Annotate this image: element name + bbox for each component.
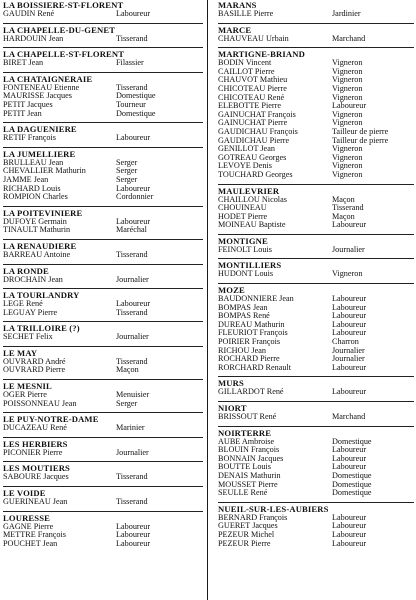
- person-name: BRISSOUT René: [218, 413, 277, 421]
- occupation: Journalier: [116, 275, 149, 284]
- occupation: Tailleur de pierre: [332, 136, 389, 145]
- occupation: Journalier: [116, 333, 149, 342]
- place-heading: LA POITEVINIERE: [3, 207, 83, 218]
- occupation: Laboureur: [332, 312, 367, 321]
- person-row: [3, 473, 203, 482]
- person-row: [3, 35, 203, 44]
- person-name: GAINUCHAT François: [218, 110, 296, 119]
- person-name: GAUDICHAU Pierre: [218, 136, 290, 145]
- person-row: [218, 204, 414, 213]
- occupation: Marchand: [332, 413, 366, 421]
- person-name: MOUSSET Pierre: [218, 480, 278, 489]
- occupation: Domestique: [116, 92, 156, 101]
- person-name: HUDONT Louis: [218, 270, 274, 279]
- place-heading: LE VOIDE: [3, 488, 46, 499]
- occupation: Vigneron: [332, 153, 363, 162]
- occupation: Filassier: [116, 59, 144, 68]
- occupation: Laboureur: [332, 329, 367, 338]
- place-section: [218, 426, 414, 498]
- person-name: GUERET Jacques: [218, 522, 278, 531]
- person-name: DUCAZEAU René: [3, 424, 67, 433]
- place-heading: LE MESNIL: [3, 381, 52, 392]
- occupation: Vigneron: [332, 93, 363, 102]
- person-row: [218, 522, 414, 531]
- occupation: Domestique: [332, 437, 372, 446]
- person-name: CAILLOT Pierre: [218, 67, 275, 76]
- person-name: POISSONNEAU Jean: [3, 399, 77, 408]
- occupation: Marinier: [116, 424, 145, 433]
- person-name: JAMME Jean: [3, 175, 49, 184]
- person-row: [3, 134, 203, 143]
- occupation: Maçon: [116, 366, 139, 375]
- occupation: Domestique: [332, 471, 372, 480]
- occupation: Laboureur: [116, 300, 151, 309]
- person-name: CHOUINEAU: [218, 204, 267, 213]
- person-name: DUFOYE Germain: [3, 217, 67, 226]
- person-name: CHEVALLIER Mathurin: [3, 167, 86, 176]
- place-heading: LA RONDE: [3, 265, 49, 276]
- place-heading: LA CHAPELLE-DU-GENET: [3, 24, 116, 35]
- place-section: [218, 234, 414, 255]
- person-row: [3, 309, 203, 318]
- place-section: [3, 412, 203, 433]
- place-section: [3, 511, 203, 549]
- person-name: RICHOU Jean: [218, 346, 266, 355]
- person-name: BAUDONNIERE Jean: [218, 295, 294, 304]
- occupation: Laboureur: [332, 303, 367, 312]
- person-name: GOTREAU Georges: [218, 153, 287, 162]
- person-row: [218, 463, 414, 472]
- person-row: [3, 391, 203, 400]
- person-row: [3, 185, 203, 194]
- occupation: Domestique: [116, 109, 156, 118]
- person-row: [3, 218, 203, 227]
- place-section: [218, 401, 414, 422]
- person-row: [218, 213, 414, 222]
- occupation: Laboureur: [332, 513, 367, 522]
- person-name: BERNARD François: [218, 513, 288, 522]
- occupation: Vigneron: [332, 67, 363, 76]
- person-name: SABOURE Jacques: [3, 473, 69, 482]
- person-row: [218, 111, 414, 120]
- occupation: Laboureur: [332, 454, 367, 463]
- person-name: BRULLEAU Jean: [3, 158, 64, 167]
- place-section: [218, 184, 414, 230]
- person-name: FEINOLT Louis: [218, 245, 272, 254]
- person-name: SEULLE René: [218, 489, 268, 498]
- person-name: METTRE François: [3, 531, 66, 540]
- right-column: [218, 0, 414, 552]
- place-section: [218, 283, 414, 372]
- place-heading: NIORT: [218, 403, 247, 413]
- place-heading: LA RENAUDIERE: [3, 240, 77, 251]
- person-row: [218, 35, 414, 44]
- person-row: [218, 329, 414, 338]
- person-row: [3, 10, 203, 19]
- person-name: PETIT Jean: [3, 109, 42, 118]
- person-name: GAUDIN René: [3, 10, 55, 18]
- person-row: [3, 424, 203, 433]
- person-row: [218, 446, 414, 455]
- place-heading: MARANS: [218, 0, 257, 10]
- person-row: [218, 119, 414, 128]
- person-row: [218, 388, 414, 397]
- person-row: [218, 338, 414, 347]
- place-section: [3, 346, 203, 375]
- person-name: BOMPAS René: [218, 312, 270, 321]
- place-heading: LE PUY-NOTRE-DAME: [3, 414, 99, 425]
- place-section: [3, 321, 203, 342]
- person-name: CHICOTEAU Pierre: [218, 84, 287, 93]
- person-row: [3, 276, 203, 285]
- occupation: Vigneron: [332, 270, 363, 279]
- occupation: Journalier: [332, 346, 365, 355]
- place-section: [3, 264, 203, 285]
- place-heading: LA CHAPELLE-ST-FLORENT: [3, 49, 125, 60]
- place-section: [3, 288, 203, 317]
- person-row: [3, 101, 203, 110]
- occupation: Tisserand: [116, 473, 148, 482]
- person-name: DROCHAIN Jean: [3, 275, 63, 284]
- person-row: [218, 196, 414, 205]
- person-name: MAURISSE Jacques: [3, 92, 72, 101]
- place-heading: MARTIGNE-BRIAND: [218, 49, 305, 60]
- person-row: [218, 347, 414, 356]
- occupation: Journalier: [332, 245, 365, 254]
- place-section: [218, 47, 414, 179]
- place-heading: LA CHATAIGNERAIE: [3, 73, 93, 84]
- person-name: AUBE Ambroise: [218, 437, 275, 446]
- occupation: Vigneron: [332, 110, 363, 119]
- person-name: SECHET Felix: [3, 333, 53, 342]
- occupation: Laboureur: [116, 134, 151, 143]
- place-section: [3, 47, 203, 68]
- place-section: [3, 72, 203, 118]
- place-section: [3, 379, 203, 408]
- occupation: Maréchal: [116, 226, 147, 235]
- person-name: LEGE René: [3, 300, 43, 309]
- place-heading: MONTIGNE: [218, 235, 268, 246]
- person-row: [218, 76, 414, 85]
- person-name: POUCHET Jean: [3, 539, 58, 548]
- person-name: RETIF François: [3, 134, 56, 143]
- occupation: Tailleur de pierre: [332, 127, 389, 136]
- person-row: [218, 481, 414, 490]
- occupation: Vigneron: [332, 84, 363, 93]
- person-name: CHICOTEAU René: [218, 93, 285, 102]
- person-row: [218, 295, 414, 304]
- occupation: Vigneron: [332, 119, 363, 128]
- person-name: PICONIER Pierre: [3, 448, 63, 457]
- person-row: [218, 68, 414, 77]
- occupation: Tourneur: [116, 100, 146, 109]
- person-name: PETIT Jacques: [3, 100, 53, 109]
- occupation: Serger: [116, 167, 138, 176]
- occupation: Tisserand: [332, 204, 364, 213]
- occupation: Laboureur: [332, 463, 367, 472]
- person-row: [3, 226, 203, 235]
- place-heading: LA TOURLANDRY: [3, 290, 80, 301]
- place-section: [3, 437, 203, 458]
- occupation: Laboureur: [332, 363, 367, 372]
- place-section: [218, 23, 414, 44]
- place-heading: LA JUMELLIERE: [3, 148, 76, 159]
- occupation: Laboureur: [116, 539, 151, 548]
- person-name: TINAULT Mathurin: [3, 226, 71, 235]
- place-section: [3, 239, 203, 260]
- occupation: Vigneron: [332, 59, 363, 68]
- person-row: [3, 333, 203, 342]
- occupation: Laboureur: [116, 184, 151, 193]
- person-name: BARREAU Antoine: [3, 250, 71, 259]
- place-section: [3, 147, 203, 202]
- occupation: Laboureur: [332, 530, 367, 539]
- person-name: GAUDICHAU François: [218, 127, 298, 136]
- place-heading: MARCE: [218, 24, 252, 35]
- person-name: FONTENEAU Etienne: [3, 83, 80, 92]
- person-row: [218, 162, 414, 171]
- person-name: GILLARDOT René: [218, 388, 284, 397]
- place-heading: LES HERBIERS: [3, 438, 68, 449]
- person-name: CHAILLOU Nicolas: [218, 195, 287, 204]
- person-name: OGER Pierre: [3, 391, 47, 400]
- person-row: [218, 355, 414, 364]
- person-name: PEZEUR Michel: [218, 530, 275, 539]
- occupation: Tisserand: [116, 308, 148, 317]
- person-row: [3, 366, 203, 375]
- person-name: OUVRARD Pierre: [3, 366, 66, 375]
- person-row: [218, 171, 414, 180]
- place-heading: LA BOISSIERE-ST-FLORENT: [3, 0, 124, 10]
- occupation: Domestique: [332, 489, 372, 498]
- person-row: [218, 489, 414, 498]
- occupation: Tisserand: [116, 34, 148, 43]
- person-name: CHAUVOT Mathieu: [218, 76, 288, 85]
- place-section: [218, 502, 414, 548]
- occupation: Serger: [116, 158, 138, 167]
- person-row: [218, 94, 414, 103]
- occupation: Laboureur: [332, 388, 367, 397]
- person-name: LEGUAY Pierre: [3, 308, 58, 317]
- person-row: [3, 84, 203, 93]
- place-section: [218, 258, 414, 279]
- person-row: [3, 449, 203, 458]
- occupation: Vigneron: [332, 76, 363, 85]
- place-heading: LA TRILLOIRE (?): [3, 323, 80, 334]
- person-row: [218, 10, 414, 19]
- person-row: [3, 176, 203, 185]
- person-name: RORCHARD Renault: [218, 363, 292, 372]
- occupation: Laboureur: [116, 217, 151, 226]
- place-section: [218, 0, 414, 19]
- occupation: Maçon: [332, 195, 355, 204]
- place-heading: MAULEVRIER: [218, 185, 280, 196]
- occupation: Laboureur: [332, 295, 367, 304]
- occupation: Cordonnier: [116, 193, 154, 202]
- occupation: Serger: [116, 399, 138, 408]
- place-section: [3, 486, 203, 507]
- place-section: [3, 122, 203, 143]
- person-name: BODIN Vincent: [218, 59, 272, 68]
- occupation: Laboureur: [332, 446, 367, 455]
- place-heading: LE MAY: [3, 347, 38, 358]
- person-row: [218, 514, 414, 523]
- occupation: Jardinier: [332, 10, 361, 18]
- place-section: [3, 206, 203, 235]
- person-name: GENILLOT Jean: [218, 145, 275, 154]
- person-row: [218, 531, 414, 540]
- person-row: [218, 540, 414, 549]
- occupation: Journalier: [116, 448, 149, 457]
- person-row: [218, 221, 414, 230]
- place-heading: NUEIL-SUR-LES-AUBIERS: [218, 503, 329, 514]
- occupation: Laboureur: [332, 320, 367, 329]
- occupation: Vigneron: [332, 145, 363, 154]
- occupation: Tisserand: [116, 357, 148, 366]
- person-row: [218, 59, 414, 68]
- person-name: BOUTTE Louis: [218, 463, 271, 472]
- place-heading: MONTILLIERS: [218, 260, 282, 271]
- person-row: [218, 472, 414, 481]
- occupation: Tisserand: [116, 250, 148, 259]
- column-divider: [207, 0, 208, 600]
- person-name: HARDOUIN Jean: [3, 34, 64, 43]
- place-section: [218, 376, 414, 397]
- person-row: [3, 498, 203, 507]
- person-row: [218, 312, 414, 321]
- person-row: [218, 85, 414, 94]
- person-name: POIRIER François: [218, 338, 281, 347]
- person-name: RICHARD Louis: [3, 184, 61, 193]
- person-name: CHAUVEAU Urbain: [218, 34, 289, 43]
- person-name: GAGNE Pierre: [3, 522, 54, 531]
- place-section: [3, 461, 203, 482]
- person-name: BIRET Jean: [3, 59, 44, 68]
- place-heading: LES MOUTIERS: [3, 463, 70, 474]
- occupation: Serger: [116, 175, 138, 184]
- person-name: BASILLE Pierre: [218, 10, 274, 18]
- occupation: Menuisier: [116, 391, 150, 400]
- person-row: [3, 193, 203, 202]
- person-name: BLOUIN François: [218, 446, 280, 455]
- occupation: Laboureur: [116, 10, 151, 18]
- person-name: FLEURIOT François: [218, 329, 288, 338]
- person-row: [218, 154, 414, 163]
- person-row: [3, 531, 203, 540]
- occupation: Laboureur: [332, 102, 367, 111]
- place-section: [3, 0, 203, 19]
- person-name: MOINEAU Baptiste: [218, 221, 286, 230]
- left-column: [3, 0, 203, 552]
- place-heading: LA DAGUENIERE: [3, 124, 77, 135]
- person-row: [218, 455, 414, 464]
- person-row: [218, 438, 414, 447]
- person-row: [218, 246, 414, 255]
- person-row: [3, 540, 203, 549]
- person-row: [3, 358, 203, 367]
- place-heading: MURS: [218, 378, 244, 389]
- person-row: [218, 364, 414, 373]
- occupation: Tisserand: [116, 498, 148, 507]
- person-row: [3, 159, 203, 168]
- occupation: Laboureur: [332, 221, 367, 230]
- place-heading: MOZE: [218, 285, 245, 296]
- person-name: PEZEUR Pierre: [218, 539, 271, 548]
- person-row: [3, 59, 203, 68]
- person-row: [218, 145, 414, 154]
- occupation: Tisserand: [116, 83, 148, 92]
- occupation: Laboureur: [332, 539, 367, 548]
- occupation: Laboureur: [116, 531, 151, 540]
- person-row: [218, 304, 414, 313]
- person-row: [3, 400, 203, 409]
- occupation: Vigneron: [332, 170, 363, 179]
- person-row: [218, 128, 414, 137]
- person-name: DUREAU Mathurin: [218, 320, 285, 329]
- person-row: [3, 300, 203, 309]
- person-name: GAINUCHAT Pierre: [218, 119, 288, 128]
- person-row: [218, 321, 414, 330]
- person-name: BONNAIN Jacques: [218, 454, 284, 463]
- place-section: [3, 23, 203, 44]
- person-row: [3, 523, 203, 532]
- person-name: ROCHARD Pierre: [218, 355, 280, 364]
- person-name: BOMPAS Jean: [218, 303, 268, 312]
- occupation: Vigneron: [332, 162, 363, 171]
- person-row: [218, 137, 414, 146]
- occupation: Laboureur: [116, 522, 151, 531]
- person-name: GUERINEAU Jean: [3, 498, 68, 507]
- person-row: [3, 251, 203, 260]
- place-heading: NOIRTERRE: [218, 427, 272, 438]
- occupation: Marchand: [332, 34, 366, 43]
- person-name: ELEBOTTE Pierre: [218, 102, 281, 111]
- occupation: Journalier: [332, 355, 365, 364]
- person-row: [3, 92, 203, 101]
- occupation: Charron: [332, 338, 359, 347]
- occupation: Domestique: [332, 480, 372, 489]
- place-heading: LOURESSE: [3, 512, 51, 523]
- occupation: Maçon: [332, 212, 355, 221]
- person-row: [3, 167, 203, 176]
- person-name: LEVOYE Denis: [218, 162, 272, 171]
- person-row: [218, 102, 414, 111]
- person-row: [3, 110, 203, 119]
- person-name: ROMPION Charles: [3, 193, 68, 202]
- occupation: Laboureur: [332, 522, 367, 531]
- person-row: [218, 413, 414, 422]
- person-row: [218, 270, 414, 279]
- person-name: TOUCHARD Georges: [218, 170, 293, 179]
- person-name: DENAIS Mathurin: [218, 471, 281, 480]
- person-name: HODET Pierre: [218, 212, 268, 221]
- person-name: OUVRARD André: [3, 357, 66, 366]
